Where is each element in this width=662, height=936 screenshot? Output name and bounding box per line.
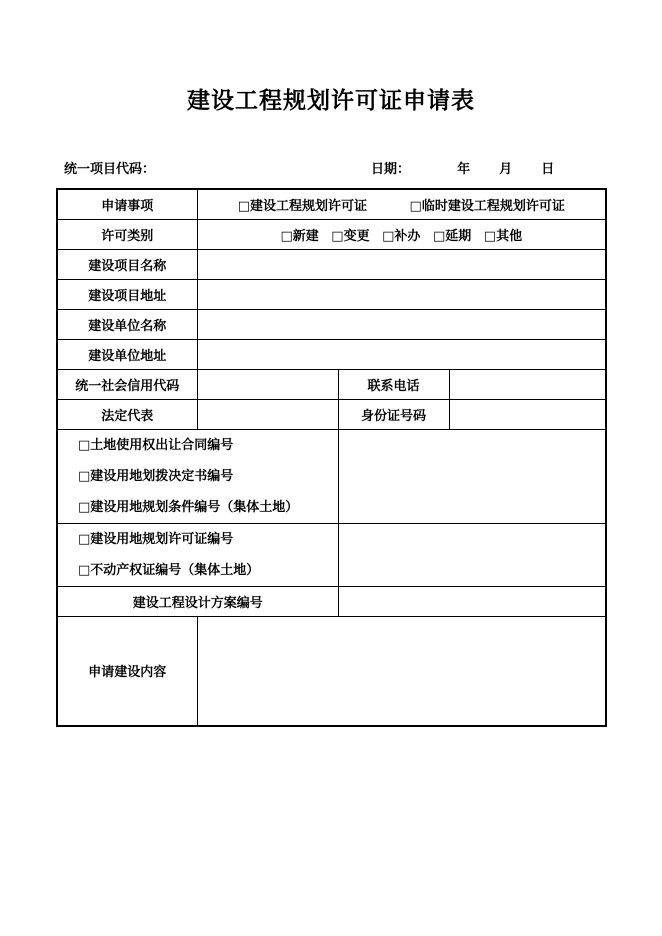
project-name-label: 建设项目名称 <box>57 249 197 279</box>
legal-rep-field[interactable] <box>197 399 338 429</box>
row-legal-rep <box>57 399 606 429</box>
design-plan-label: 建设工程设计方案编号 <box>57 586 338 616</box>
row-permit-docs <box>57 523 606 586</box>
phone-field[interactable] <box>449 369 606 399</box>
project-code-label: 统一项目代码： <box>64 162 156 177</box>
row-permit-type <box>57 219 606 249</box>
day-label: 日 <box>541 162 555 177</box>
option-land-planning-conditions[interactable]: □建设用地规划条件编号（集体土地） <box>78 499 299 515</box>
permit-docs-field[interactable] <box>338 523 606 586</box>
page-title: 建设工程规划许可证申请表 <box>187 87 475 114</box>
land-docs-options <box>57 429 338 523</box>
option-supplement[interactable]: □补办 <box>382 228 421 244</box>
option-land-transfer-contract[interactable]: □土地使用权出让合同编号 <box>78 437 234 453</box>
row-land-docs <box>57 429 606 523</box>
row-credit-code <box>57 369 606 399</box>
date-line <box>371 158 554 177</box>
option-land-planning-permit[interactable]: □建设用地规划许可证编号 <box>78 531 234 547</box>
row-design-plan <box>57 586 606 616</box>
row-application-item <box>57 189 606 219</box>
application-form-table <box>56 188 607 727</box>
content-field[interactable] <box>197 616 606 726</box>
phone-label: 联系电话 <box>338 369 449 399</box>
application-item-label: 申请事项 <box>57 189 197 219</box>
application-item-options <box>197 189 606 219</box>
option-change[interactable]: □变更 <box>331 228 370 244</box>
land-docs-field[interactable] <box>338 429 606 523</box>
row-project-name <box>57 249 606 279</box>
permit-type-label: 许可类别 <box>57 219 197 249</box>
unit-address-label: 建设单位地址 <box>57 339 197 369</box>
row-unit-address <box>57 339 606 369</box>
permit-type-options <box>197 219 606 249</box>
content-label: 申请建设内容 <box>57 616 197 726</box>
option-extension[interactable]: □延期 <box>432 228 472 244</box>
row-unit-name <box>57 309 606 339</box>
project-address-field[interactable] <box>197 279 606 309</box>
option-temp-building-permit[interactable]: □临时建设工程规划许可证 <box>409 198 565 214</box>
unit-name-label: 建设单位名称 <box>57 309 197 339</box>
year-label: 年 <box>457 162 471 177</box>
unit-name-field[interactable] <box>197 309 606 339</box>
design-plan-field[interactable] <box>338 586 606 616</box>
option-new[interactable]: □新建 <box>280 228 319 244</box>
legal-rep-label: 法定代表 <box>57 399 197 429</box>
unit-address-field[interactable] <box>197 339 606 369</box>
permit-docs-options <box>57 523 338 586</box>
credit-code-label: 统一社会信用代码 <box>57 369 197 399</box>
id-number-label: 身份证号码 <box>338 399 449 429</box>
row-content <box>57 616 606 726</box>
option-building-permit[interactable]: □建设工程规划许可证 <box>237 198 367 214</box>
project-address-label: 建设项目地址 <box>57 279 197 309</box>
id-number-field[interactable] <box>449 399 606 429</box>
month-label: 月 <box>499 162 513 177</box>
option-other[interactable]: □其他 <box>483 228 523 244</box>
credit-code-field[interactable] <box>197 369 338 399</box>
project-name-field[interactable] <box>197 249 606 279</box>
date-label: 日期： <box>371 162 411 177</box>
option-property-certificate[interactable]: □不动产权证编号（集体土地） <box>78 562 260 578</box>
option-land-allocation-decision[interactable]: □建设用地划拨决定书编号 <box>78 468 234 484</box>
row-project-address <box>57 279 606 309</box>
